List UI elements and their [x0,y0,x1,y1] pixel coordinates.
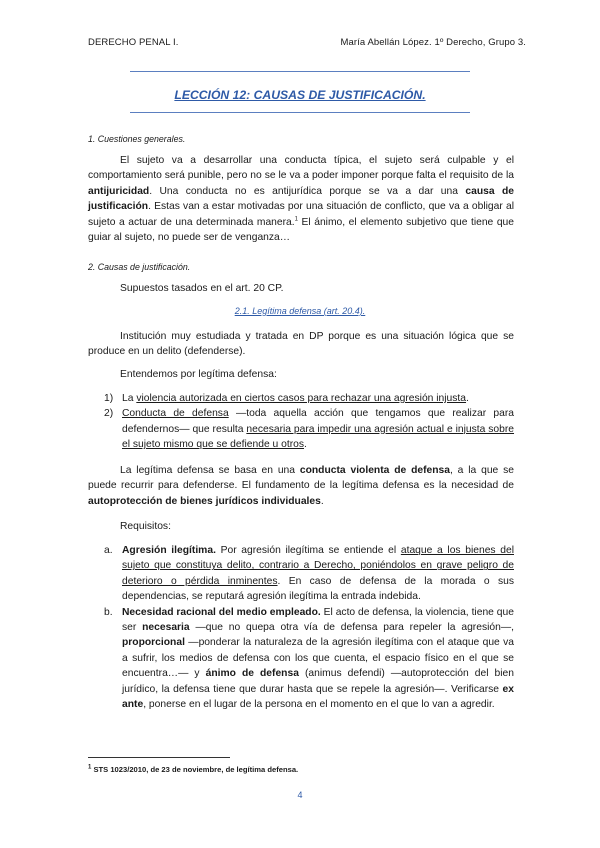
subsection-heading: 2.1. Legítima defensa (art. 20.4). [234,306,366,316]
section-2-heading: 2. Causas de justificación. [88,262,191,272]
institucion-paragraph: Institución muy estudiada y tratada en DP porque es una situación lógica que se produce en un delito (defenderse). [88,331,514,358]
entendemos-text: Entendemos por legítima defensa: [120,369,277,380]
list-item: a. Agresión ilegítima. Por agresión ilegítima se entiende el ataque a los bienes del sujeto que constituya delito, contrario a Derecho, poniéndolos en grave peligro de deterioro o pérdida inminentes. En caso de defensa de la morada o sus dependencias, se reputará agresión ilegítima la entrada indebida. [104,545,514,603]
title-rule-top [130,71,470,72]
header-course: DERECHO PENAL I. [88,37,179,48]
section-1-paragraph: El sujeto va a desarrollar una conducta típica, el sujeto será culpable y el comportamiento será punible, pero no se le va a poder imponer porque falta el requisito de la antijuricidad. Una conducta no es antijurídica porque se va a dar una causa de justificación. Estas van a estar motivadas por una situación de conflicto, que va a obligar al sujeto a actuar de una determinada manera.$^1$ El ánimo, el elemento subjetivo que tiene que guiar al sujeto, no puede ser de venganza… [88,155,514,244]
list-item: 1) La violencia autorizada en ciertos casos para rechazar una agresión injusta. [104,393,469,404]
footnote-reference[interactable]: 1 [294,216,298,223]
page-number: 4 [297,790,303,800]
list-item: 2) Conducta de defensa —toda aquella acción que tengamos que realizar para defendernos— que resulta necesaria para impedir una agresión actual e injusta sobre el sujeto mismo que se defiende u otros. [104,408,515,451]
definition-list [104,391,514,453]
footnote-divider [88,757,230,758]
requisitos-text: Requisitos: [120,521,171,532]
list-item: b. Necesidad racional del medio empleado. El acto de defensa, la violencia, tiene que ser necesaria —que no quepa otra vía de defensa para repeler la agresión—, proporcional —ponderar la naturaleza de la agresión ilegítima con el ataque que va a sufrir, los medios de defensa con los que cuenta, el espacio físico en el que se encuentra…— y ánimo de defensa (animus defendi) —autoprotección del bien jurídico, la defensa tiene que durar hasta que se repele la agresión—. Verificarse ex ante, ponerse en el lugar de la persona en el momento en el que lo van a agredir. [104,606,514,711]
fundamento-paragraph: La legítima defensa se basa en una conducta violenta de defensa, a la que se puede recurrir para defenderse. El fundamento de la legítima defensa es la necesidad de autoprotección de bienes jurídicos individuales. [88,465,514,507]
lesson-title: LECCIÓN 12: CAUSAS DE JUSTIFICACIÓN. [174,88,426,102]
term-antijuricidad: antijuricidad [88,185,150,197]
requisitos-list [104,543,514,712]
footnote: $^1$ STS 1023/2010, de 23 de noviembre, de legítima defensa. [88,764,299,774]
term-causa-justificacion: causa de justificación [88,185,514,213]
section-1-heading: 1. Cuestiones generales. [88,134,186,144]
title-rule-bottom [130,112,470,113]
header-author: María Abellán López. 1º Derecho, Grupo 3. [340,37,526,48]
supuestos-text: Supuestos tasados en el art. 20 CP. [120,283,284,294]
